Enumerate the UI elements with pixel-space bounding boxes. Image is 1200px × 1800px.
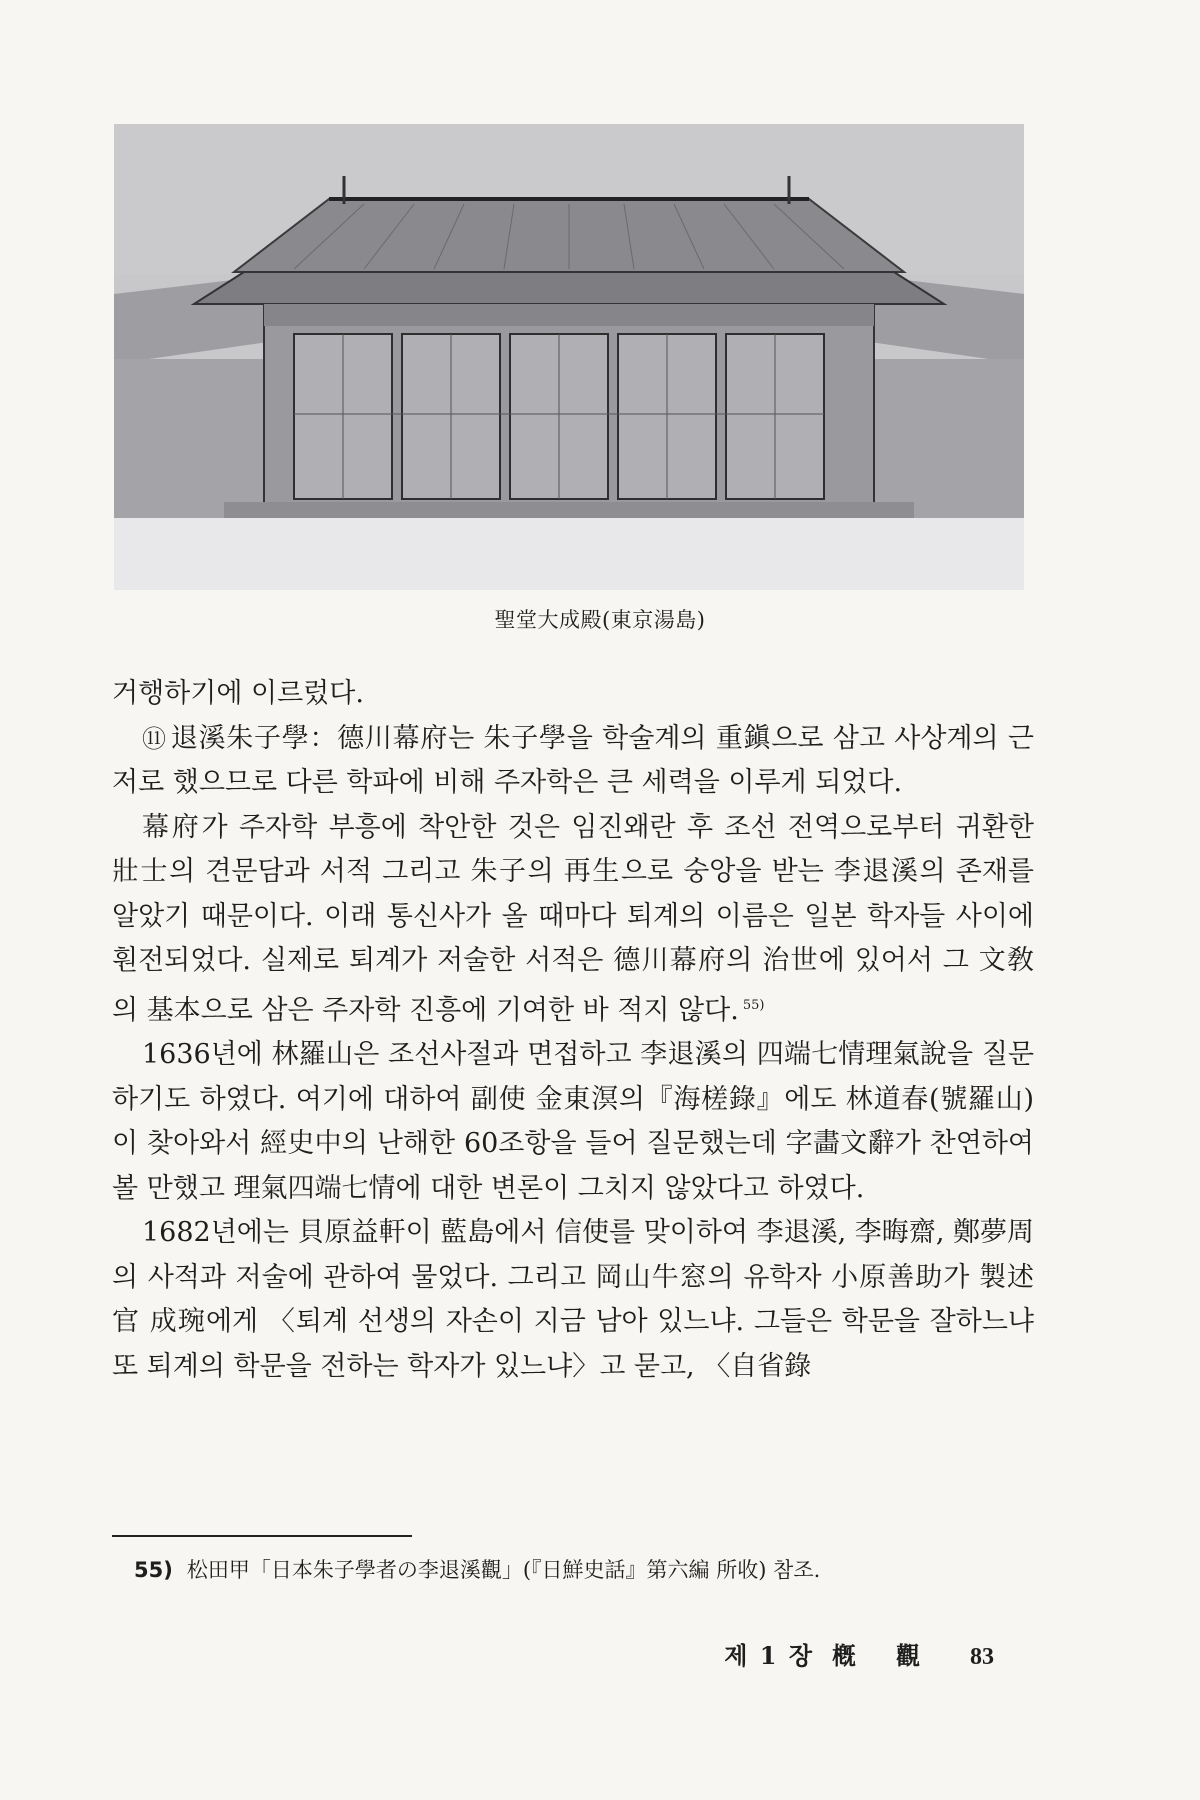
footnote-text: 松田甲「日本朱子學者の李退溪觀」(『日鮮史話』第六編 所收) 참조. bbox=[186, 1558, 821, 1582]
page-number: 83 bbox=[970, 1644, 994, 1670]
footnote-divider bbox=[112, 1535, 412, 1537]
paragraph-text: 幕府가 주자학 부흥에 착안한 것은 임진왜란 후 조선 전역으로부터 귀환한 壯士의 견문담과 서적 그리고 朱子의 再生으로 숭앙을 받는 李退溪의 존재를 알았기 때문이다. 이래 통신사가 올 때마다 퇴계의 이름은 일본 학자들 사이에 훤전되었다. 실제로 퇴계가 저술한 서적은 德川幕府의 治世에 있어서 그 文敎의 基本으로 삼은 주자학 진흥에 기여한 바 적지 않다. bbox=[112, 811, 1034, 1026]
footnote-reference[interactable]: 55) bbox=[742, 997, 765, 1013]
paragraph bbox=[112, 717, 1034, 806]
chapter-title: 槪觀 bbox=[832, 1641, 960, 1670]
section-marker: ⑪ bbox=[142, 724, 167, 753]
footnote-number: 55) bbox=[134, 1558, 173, 1582]
running-footer bbox=[724, 1636, 994, 1671]
figure-caption: 聖堂大成殿(東京湯島) bbox=[494, 608, 706, 632]
continuation-line: 거행하기에 이르렀다. bbox=[112, 678, 364, 709]
body-text bbox=[112, 672, 1034, 1389]
paragraph: 1636년에 林羅山은 조선사절과 면접하고 李退溪의 四端七情理氣說을 질문하기도 하였다. 여기에 대하여 副使 金東溟의『海槎錄』에도 林道春(號羅山)이 찾아와서 經史中의 난해한 60조항을 들어 질문했는데 字畵文辭가 찬연하여 볼 만했고 理氣四端七情에 대한 변론이 그치지 않았다고 하였다. bbox=[112, 1039, 1034, 1204]
paragraph bbox=[112, 806, 1034, 1034]
chapter-label: 제 1 장 bbox=[724, 1641, 814, 1670]
temple-hall-illustration bbox=[114, 124, 1024, 590]
hall-photograph bbox=[114, 124, 1024, 590]
footnote bbox=[134, 1555, 1034, 1585]
paragraph-text: 退溪朱子學：德川幕府는 朱子學을 학술계의 重鎭으로 삼고 사상계의 근저로 했으므로 다른 학파에 비해 주자학은 큰 세력을 이루게 되었다. bbox=[112, 722, 1034, 798]
paragraph: 1682년에는 貝原益軒이 藍島에서 信使를 맞이하여 李退溪, 李晦齋, 鄭夢周의 사적과 저술에 관하여 물었다. 그리고 岡山牛窓의 유학자 小原善助가 製述官 成琬에게 〈퇴계 선생의 자손이 지금 남아 있느냐. 그들은 학문을 잘하느냐 또 퇴계의 학문을 전하는 학자가 있느냐〉고 묻고, 〈自省錄 bbox=[112, 1217, 1034, 1382]
